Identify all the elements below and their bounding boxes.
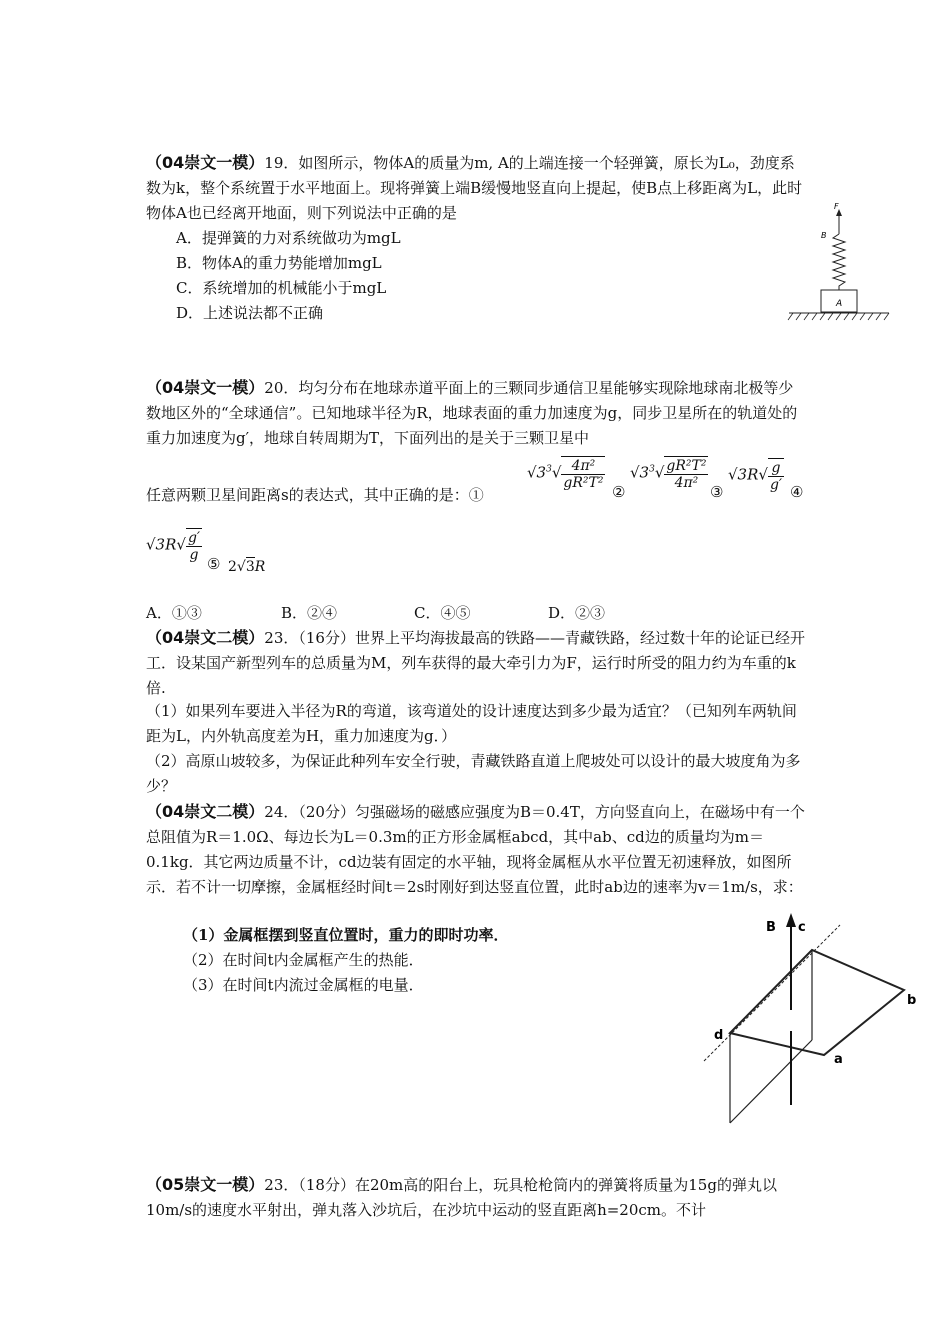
- block-a-label: A: [836, 299, 843, 309]
- q24-sub-3: （3）在时间t内流过金属框的电量．: [183, 976, 424, 994]
- spring-icon: [833, 234, 845, 290]
- option-a: A．提弹簧的力对系统做功为mgL: [176, 229, 401, 247]
- arrowhead-icon: [786, 913, 796, 927]
- expr4-num: g′: [187, 530, 201, 546]
- label-b-corner: b: [907, 993, 917, 1008]
- expr2-num: gR²T²: [666, 458, 707, 474]
- question-text: 24．（20分）匀强磁场的磁感应强度为B＝0.4T，方向竖直向上，在磁场中有一个总阻值为R＝1.0Ω、每边长为L＝0.3m的正方形金属框abcd，其中ab、cd边的质量均为m＝0.1kg．其它两边质量不计，cd边装有固定的水平轴，现将金属框从水平位置无初速释放，如图所示．若不计一切摩擦，金属框经时间t＝2s时刚好到达竖直位置，此时ab边的速率为v＝1m/s，求：: [146, 803, 805, 896]
- question-tag: （04崇文一模）: [146, 153, 265, 172]
- expr2-den: 4π²: [674, 475, 699, 491]
- circle-4: ④: [790, 483, 804, 501]
- sqrt3: √3: [630, 463, 650, 482]
- expression-1: $√3^3√$ $\frac{\text{4π²}}{\text{gR²T²}}$: [527, 458, 604, 491]
- q23-part-2: （2）高原山坡较多，为保证此种列车安全行驶，青藏铁路直道上爬坡处可以设计的最大坡度角为多少？: [146, 752, 801, 795]
- option-c: C．系统增加的机械能小于mgL: [176, 279, 387, 297]
- coef-two: 2: [228, 559, 237, 575]
- expr3-den: g′: [769, 477, 783, 493]
- q20-last-line: 任意两颗卫星间距离s的表达式，其中正确的是：①: [146, 486, 484, 504]
- question-05-23: [146, 1172, 808, 1223]
- question-text: 20．均匀分布在地球赤道平面上的三颗同步通信卫星能够实现除地球南北极等少数地区外的“全球通信”。已知地球半径为R，地球表面的重力加速度为g，同步卫星所在的轨道处的重力加速度为g′，地球自转周期为T，下面列出的是关于三颗卫星中: [146, 379, 798, 447]
- cube-index: 3: [649, 464, 655, 475]
- radius-r: R: [254, 559, 266, 575]
- radius-r: R: [747, 465, 759, 484]
- choice-a: A．①③: [146, 604, 202, 622]
- question-20: [146, 375, 808, 451]
- expression-3: √3R√ $\frac{g}{g'}$: [728, 460, 783, 493]
- option-b: B．物体A的重力势能增加mgL: [176, 254, 382, 272]
- label-d: d: [714, 1028, 724, 1043]
- circle-2: ②: [612, 483, 626, 501]
- question-tag: （05崇文一模）: [146, 1175, 265, 1194]
- q24-sub-1: （1）金属框摆到竖直位置时，重力的即时功率．: [183, 926, 509, 944]
- question-tag: （04崇文一模）: [146, 378, 265, 397]
- expr3-num: g: [768, 460, 784, 477]
- rotation-axis: [704, 925, 840, 1061]
- circle-3: ③: [710, 483, 724, 501]
- circle-5: ⑤: [207, 555, 221, 573]
- question-text: 23．（16分）世界上平均海拔最高的铁路——青藏铁路，经过数十年的论证已经开工．设某国产新型列车的总质量为M，列车获得的最大牵引力为F，运行时所受的阻力约为车重的k倍.: [146, 629, 805, 697]
- force-label: F: [834, 202, 839, 211]
- question-24: [146, 799, 808, 900]
- question-tag: （04崇文二模）: [146, 802, 265, 821]
- sqrt3: √3: [728, 465, 748, 484]
- label-c: c: [798, 920, 806, 935]
- frame-edge-bottom: [730, 1040, 812, 1123]
- option-d: D．上述说法都不正确: [176, 304, 324, 322]
- label-a: a: [834, 1052, 843, 1067]
- choice-d: D．②③: [548, 604, 606, 622]
- expr1-num: 4π²: [561, 458, 605, 475]
- question-text: 19．如图所示，物体A的质量为m, A的上端连接一个轻弹簧，原长为L₀，劲度系数为k，整个系统置于水平地面上。现将弹簧上端B缓慢地竖直向上提起，使B点上移距离为L，此时物体A也已经离开地面，则下列说法中正确的是: [146, 154, 803, 222]
- expr4-den: g: [189, 547, 199, 563]
- q24-sub-2: （2）在时间t内金属框产生的热能．: [183, 951, 424, 969]
- choice-b: B．②④: [281, 604, 338, 622]
- question-19: [146, 150, 808, 226]
- cube-index: 3: [546, 464, 552, 475]
- ground-hatch: [788, 313, 889, 320]
- question-text: 23．（18分）在20m高的阳台上，玩具枪枪筒内的弹簧将质量为15g的弹丸以10m/s的速度水平射出，弹丸落入沙坑后，在沙坑中运动的竖直距离h=20cm。不计: [146, 1176, 777, 1219]
- point-b-label: B: [821, 231, 827, 240]
- radius-r: R: [165, 535, 177, 554]
- label-b-field: B: [766, 920, 776, 935]
- expression-2: $√3^3√$ $\frac{\text{gR²T²}}{\text{4π²}}$: [630, 458, 707, 491]
- expr1-den: gR²T²: [563, 475, 604, 491]
- expression-5: 2√3R: [228, 559, 266, 575]
- spring-block-figure: [785, 200, 895, 325]
- question-23: [146, 625, 808, 701]
- sqrt3: √3: [146, 535, 166, 554]
- sqrt3: √3: [527, 463, 547, 482]
- expression-4: √3R√ $\frac{g'}{g}$: [146, 530, 201, 563]
- metal-frame-figure: [700, 905, 930, 1135]
- square-frame: [730, 950, 904, 1055]
- question-tag: （04崇文二模）: [146, 628, 265, 647]
- q23-part-1: （1）如果列车要进入半径为R的弯道，该弯道处的设计速度达到多少最为适宜？（已知列车两轨间距为L，内外轨高度差为H，重力加速度为g．）: [146, 702, 797, 745]
- choice-c: C．④⑤: [414, 604, 471, 622]
